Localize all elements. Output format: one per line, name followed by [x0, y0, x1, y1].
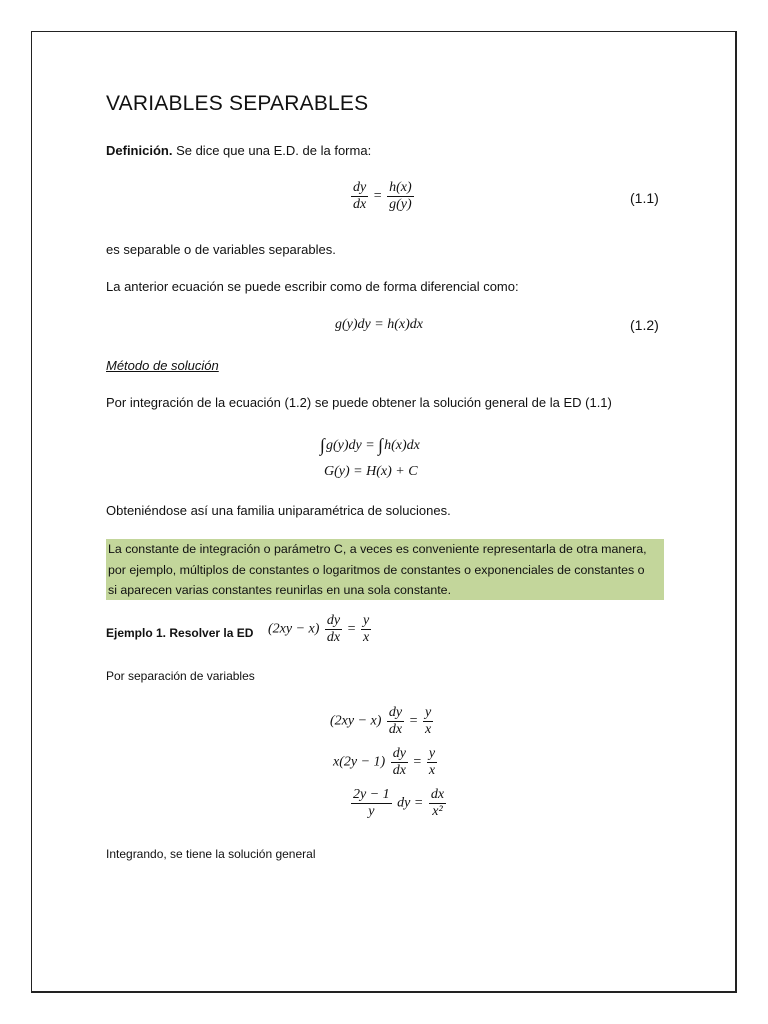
step-2-equation: x(2y − 1) $\frac{dy}{dx}$ = $\frac{y}{x}$	[333, 746, 436, 778]
definition-label: Definición.	[106, 143, 173, 158]
method-heading: Método de solución	[106, 358, 219, 373]
integral-equation: ∫g(y)dy = ∫h(x)dx	[320, 435, 420, 455]
integrating-paragraph: Integrando, se tiene la solución general	[106, 847, 316, 861]
equation-1-2: g(y)dy = h(x)dx	[335, 317, 423, 332]
family-paragraph: Obteniéndose así una familia uniparamétrica de soluciones.	[106, 503, 451, 518]
differential-form-paragraph: La anterior ecuación se puede escribir como de forma diferencial como:	[106, 279, 519, 294]
separable-paragraph: es separable o de variables separables.	[106, 242, 336, 257]
note-line-2: por ejemplo, múltiplos de constantes o logaritmos de constantes o exponenciales de constantes o	[108, 562, 645, 577]
equation-1-1: $\frac{dy}{dx}$ = $\frac{h(x)}{g(y)}$	[353, 180, 412, 212]
note-line-1: La constante de integración o parámetro C, a veces es conveniente representarla de otra manera,	[108, 542, 647, 556]
step-1-equation: (2xy − x) $\frac{dy}{dx}$ = $\frac{y}{x}$	[330, 705, 432, 737]
note-line-3: si aparecen varias constantes reunirlas en una sola constante.	[108, 583, 452, 597]
equation-number-1-2: (1.2)	[630, 317, 659, 333]
highlighted-note	[106, 539, 664, 600]
equation-number-1-1: (1.1)	[630, 190, 659, 206]
separation-paragraph: Por separación de variables	[106, 669, 255, 683]
example-equation: (2xy − x) $\frac{dy}{dx}$ = $\frac{y}{x}$	[268, 613, 370, 645]
integration-paragraph: Por integración de la ecuación (1.2) se puede obtener la solución general de la ED (1.1)	[106, 395, 612, 410]
step-3-equation: $\frac{2y - 1}{y}$ dy = $\frac{dx}{\text{x²}}$	[353, 787, 445, 819]
page-title: VARIABLES SEPARABLES	[106, 92, 369, 115]
general-solution-equation: G(y) = H(x) + C	[324, 464, 418, 479]
definition-text: Se dice que una E.D. de la forma:	[172, 143, 372, 158]
definition-paragraph	[106, 143, 371, 158]
example-label: Ejemplo 1. Resolver la ED	[106, 626, 254, 640]
